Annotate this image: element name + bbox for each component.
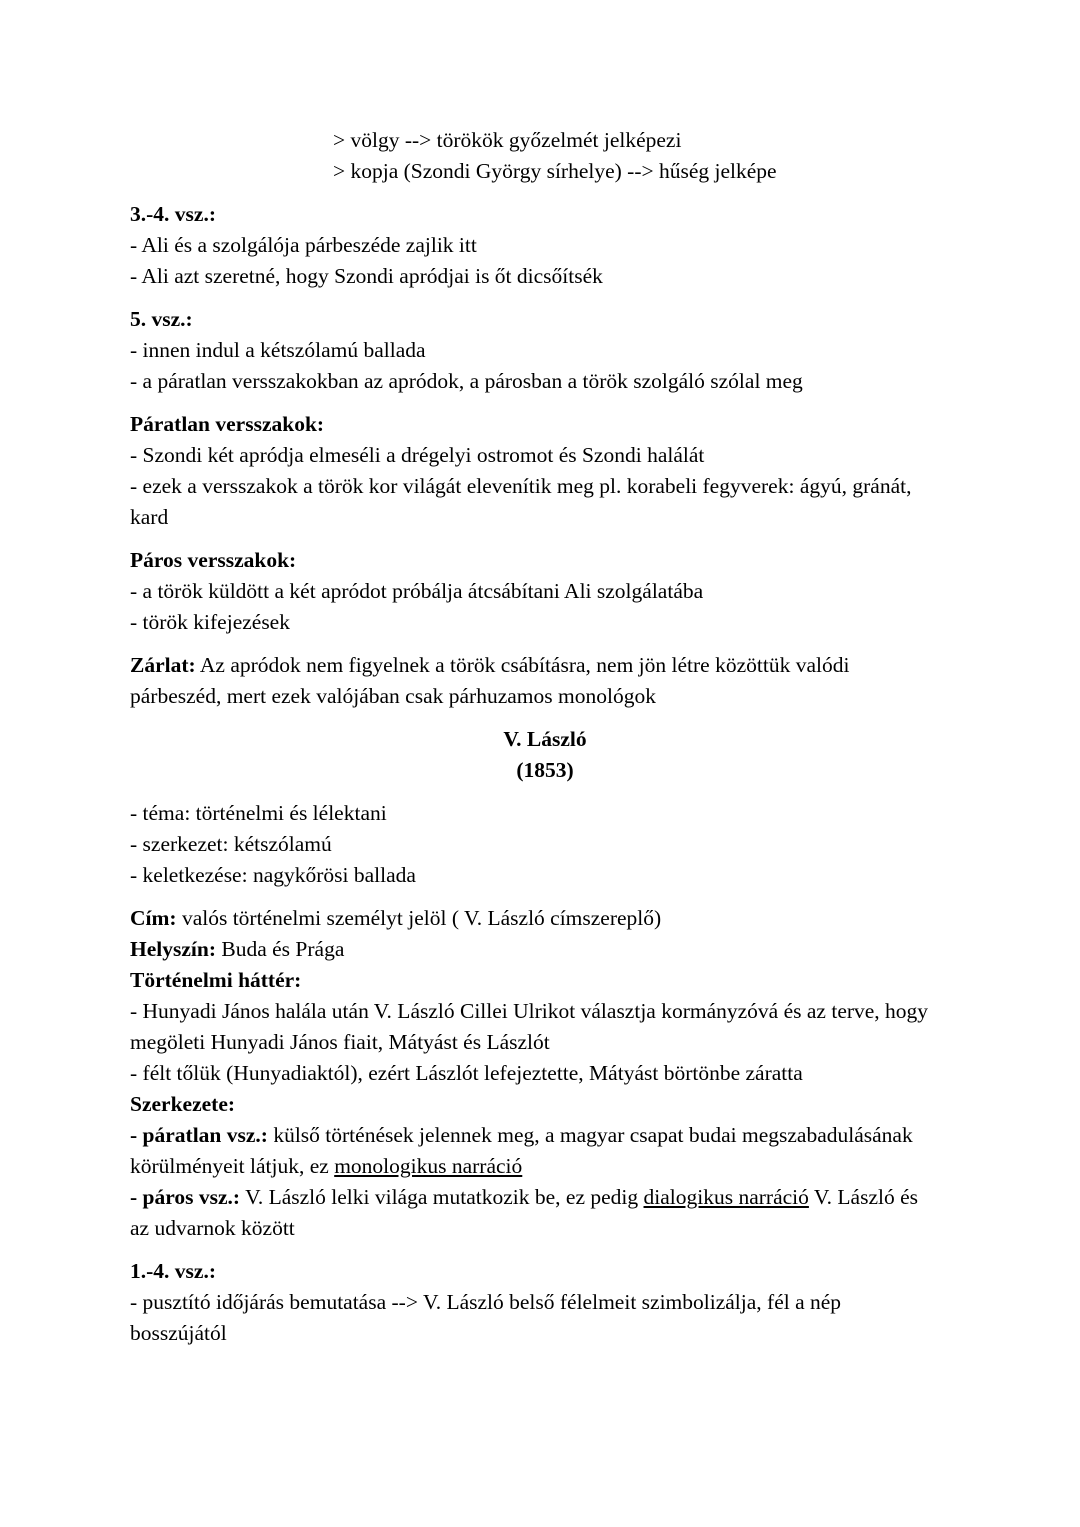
text-line bbox=[130, 1318, 960, 1349]
text-line bbox=[130, 366, 960, 397]
text-line bbox=[130, 829, 960, 860]
bold-text-span: Cím: bbox=[130, 906, 177, 930]
text-span: > kopja (Szondi György sírhelye) --> hűség jelképe bbox=[333, 159, 777, 183]
text-span: - a török küldött a két apródot próbálja átcsábítani Ali szolgálatába bbox=[130, 579, 704, 603]
text-line bbox=[130, 230, 960, 261]
text-span: megöleti Hunyadi János fiait, Mátyást és Lászlót bbox=[130, 1030, 550, 1054]
text-span: - innen indul a kétszólamú ballada bbox=[130, 338, 426, 362]
text-line bbox=[130, 335, 960, 366]
bold-text-span: Páratlan versszakok: bbox=[130, 412, 325, 436]
text-line bbox=[130, 125, 960, 156]
paragraph-block bbox=[130, 724, 960, 786]
bold-text-span: (1853) bbox=[516, 758, 574, 782]
text-span: > völgy --> törökök győzelmét jelképezi bbox=[333, 128, 682, 152]
text-span: valós történelmi személyt jelöl ( V. László címszereplő) bbox=[176, 906, 662, 930]
text-span: V. László és bbox=[808, 1185, 918, 1209]
text-span: az udvarnok között bbox=[130, 1216, 295, 1240]
bold-text-span: 5. vsz.: bbox=[130, 307, 193, 331]
text-span: - Hunyadi János halála után V. László Cillei Ulrikot választja kormányzóvá és az terve, hogy bbox=[130, 999, 929, 1023]
text-line bbox=[130, 1182, 960, 1213]
bold-text-span: Páros versszakok: bbox=[130, 548, 297, 572]
text-line bbox=[130, 199, 960, 230]
bold-text-span: Helyszín: bbox=[130, 937, 216, 961]
text-span: V. László lelki világa mutatkozik be, ez pedig bbox=[240, 1185, 644, 1209]
text-span: Az apródok nem figyelnek a török csábításra, nem jön létre közöttük valódi bbox=[195, 653, 850, 677]
text-line bbox=[130, 545, 960, 576]
text-line bbox=[130, 1151, 960, 1182]
text-span: - félt tőlük (Hunyadiaktól), ezért Lászlót lefejeztette, Mátyást börtönbe záratta bbox=[130, 1061, 803, 1085]
text-line bbox=[130, 156, 960, 187]
text-line bbox=[130, 304, 960, 335]
text-line bbox=[130, 1027, 960, 1058]
underlined-text-span: monologikus narráció bbox=[334, 1154, 523, 1178]
text-span: - Ali azt szeretné, hogy Szondi apródjai is őt dicsőítsék bbox=[130, 264, 603, 288]
underlined-text-span: dialogikus narráció bbox=[643, 1185, 809, 1209]
bold-text-span: - páratlan vsz.: bbox=[130, 1123, 268, 1147]
paragraph-block bbox=[130, 903, 960, 1244]
text-span: - ezek a versszakok a török kor világát elevenítik meg pl. korabeli fegyverek: ágyú, gránát, bbox=[130, 474, 912, 498]
text-span: - keletkezése: nagykőrösi ballada bbox=[130, 863, 416, 887]
paragraph-block bbox=[130, 1256, 960, 1349]
text-line bbox=[130, 681, 960, 712]
paragraph-block bbox=[130, 304, 960, 397]
text-span: - Ali és a szolgálója párbeszéde zajlik itt bbox=[130, 233, 477, 257]
text-span: körülményeit látjuk, ez bbox=[130, 1154, 335, 1178]
text-span: - török kifejezések bbox=[130, 610, 290, 634]
text-line bbox=[130, 1213, 960, 1244]
paragraph-block bbox=[130, 409, 960, 533]
text-line bbox=[130, 1287, 960, 1318]
text-line bbox=[130, 965, 960, 996]
bold-text-span: 3.-4. vsz.: bbox=[130, 202, 216, 226]
text-span: Buda és Prága bbox=[216, 937, 345, 961]
text-span: bosszújától bbox=[130, 1321, 227, 1345]
text-line bbox=[130, 724, 960, 755]
text-line bbox=[130, 860, 960, 891]
document-body bbox=[130, 125, 960, 1349]
text-line bbox=[130, 502, 960, 533]
text-span: kard bbox=[130, 505, 169, 529]
text-line bbox=[130, 1120, 960, 1151]
bold-text-span: 1.-4. vsz.: bbox=[130, 1259, 216, 1283]
text-line bbox=[130, 1058, 960, 1089]
text-line bbox=[130, 607, 960, 638]
text-line bbox=[130, 1089, 960, 1120]
text-line bbox=[130, 996, 960, 1027]
paragraph-block bbox=[130, 545, 960, 638]
text-line bbox=[130, 471, 960, 502]
text-line bbox=[130, 1256, 960, 1287]
text-line bbox=[130, 261, 960, 292]
text-line bbox=[130, 650, 960, 681]
bold-text-span: V. László bbox=[503, 727, 587, 751]
text-line bbox=[130, 409, 960, 440]
text-span: párbeszéd, mert ezek valójában csak párhuzamos monológok bbox=[130, 684, 656, 708]
text-line bbox=[130, 903, 960, 934]
paragraph-block bbox=[130, 199, 960, 292]
text-span: - pusztító időjárás bemutatása --> V. László belső félelmeit szimbolizálja, fél a nép bbox=[130, 1290, 842, 1314]
text-span: - szerkezet: kétszólamú bbox=[130, 832, 332, 856]
paragraph-block bbox=[130, 798, 960, 891]
text-span: - Szondi két apródja elmeséli a drégelyi ostromot és Szondi halálát bbox=[130, 443, 705, 467]
text-line bbox=[130, 440, 960, 471]
bold-text-span: Zárlat: bbox=[130, 653, 196, 677]
text-span: - a páratlan versszakokban az apródok, a párosban a török szolgáló szólal meg bbox=[130, 369, 803, 393]
text-line bbox=[130, 934, 960, 965]
text-span: külső történések jelennek meg, a magyar csapat budai megszabadulásának bbox=[267, 1123, 913, 1147]
bold-text-span: Történelmi háttér: bbox=[130, 968, 302, 992]
paragraph-block bbox=[130, 650, 960, 712]
bold-text-span: - páros vsz.: bbox=[130, 1185, 241, 1209]
paragraph-block bbox=[130, 125, 960, 187]
text-line bbox=[130, 755, 960, 786]
bold-text-span: Szerkezete: bbox=[130, 1092, 236, 1116]
text-line bbox=[130, 576, 960, 607]
text-span: - téma: történelmi és lélektani bbox=[130, 801, 387, 825]
text-line bbox=[130, 798, 960, 829]
